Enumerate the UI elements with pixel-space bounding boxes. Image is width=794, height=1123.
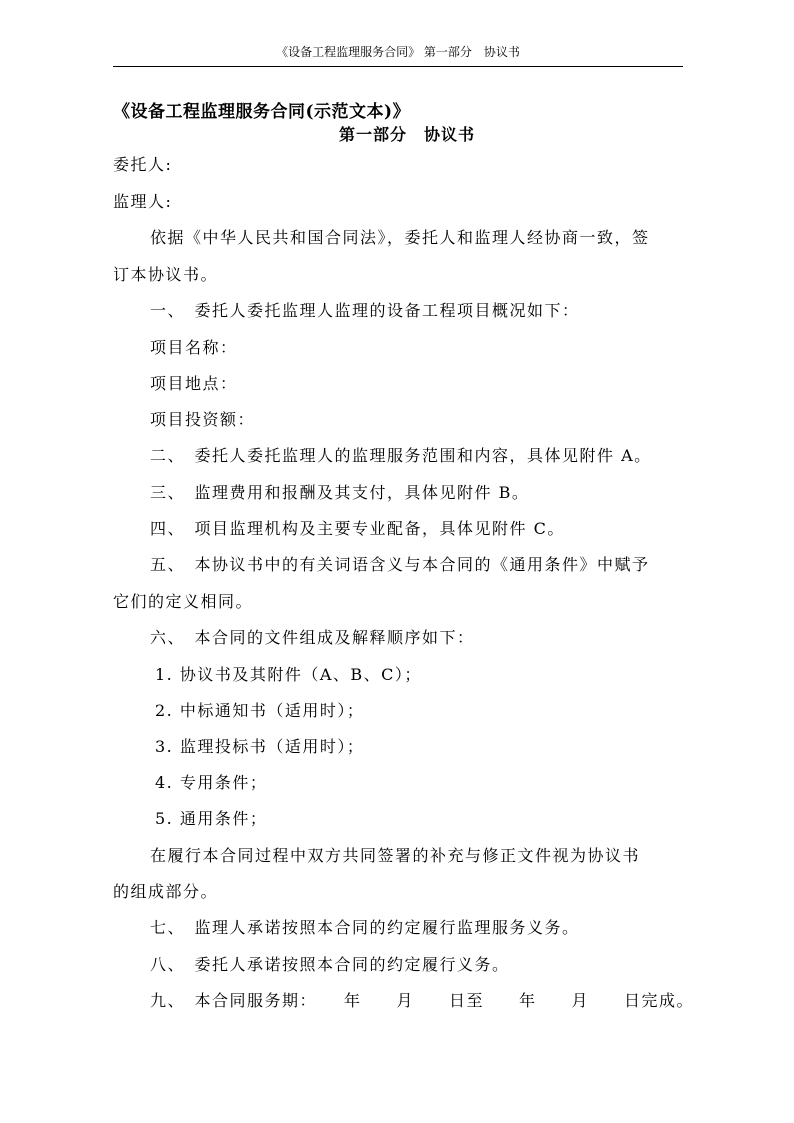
- supervisor-line: 监理人:: [113, 192, 173, 211]
- supplement-line-1: 在履行本合同过程中双方共同签署的补充与修正文件视为协议书: [150, 846, 641, 865]
- document-list-item-4: 4. 专用条件；: [155, 773, 268, 792]
- document-list-item-3: 3. 监理投标书（适用时）；: [155, 737, 365, 756]
- clause-8: 八、 委托人承诺按照本合同的约定履行义务。: [150, 955, 510, 974]
- document-title: 《设备工程监理服务合同(示范文本)》: [113, 102, 411, 122]
- document-list-item-1: 1. 协议书及其附件（A、B、C）；: [155, 665, 422, 684]
- document-list-item-2: 2. 中标通知书（适用时）；: [155, 701, 365, 720]
- clause-3: 三、 监理费用和报酬及其支付，具体见附件 B。: [150, 483, 530, 502]
- project-investment-field: 项目投资额：: [150, 410, 256, 429]
- clause-5-line-2: 它们的定义相同。: [113, 592, 254, 611]
- project-name-field: 项目名称：: [150, 338, 238, 357]
- clause-6: 六、 本合同的文件组成及解释顺序如下：: [150, 628, 475, 647]
- supplement-line-2: 的组成部分。: [113, 882, 219, 901]
- intro-line-2: 订本协议书。: [113, 265, 219, 284]
- document-list-item-5: 5. 通用条件；: [155, 809, 268, 828]
- client-line: 委托人:: [113, 155, 173, 174]
- clause-5-line-1: 五、 本协议书中的有关词语含义与本合同的《通用条件》中赋予: [150, 555, 650, 574]
- running-header: [113, 42, 683, 67]
- intro-line-1: 依据《中华人民共和国合同法》，委托人和监理人经协商一致，签: [150, 228, 650, 247]
- document-subtitle: 第一部分 协议书: [338, 125, 475, 144]
- clause-2: 二、 委托人委托监理人的监理服务范围和内容，具体见附件 A。: [150, 446, 652, 465]
- clause-1: 一、 委托人委托监理人监理的设备工程项目概况如下：: [150, 301, 580, 320]
- clause-7: 七、 监理人承诺按照本合同的约定履行监理服务义务。: [150, 918, 580, 937]
- running-header-text: 《设备工程监理服务合同》 第一部分 协议书: [276, 45, 520, 59]
- clause-9: 九、 本合同服务期： 年 月 日至 年 月 日完成。: [150, 991, 695, 1010]
- clause-4: 四、 项目监理机构及主要专业配备，具体见附件 C。: [150, 519, 565, 538]
- project-site-field: 项目地点：: [150, 374, 238, 393]
